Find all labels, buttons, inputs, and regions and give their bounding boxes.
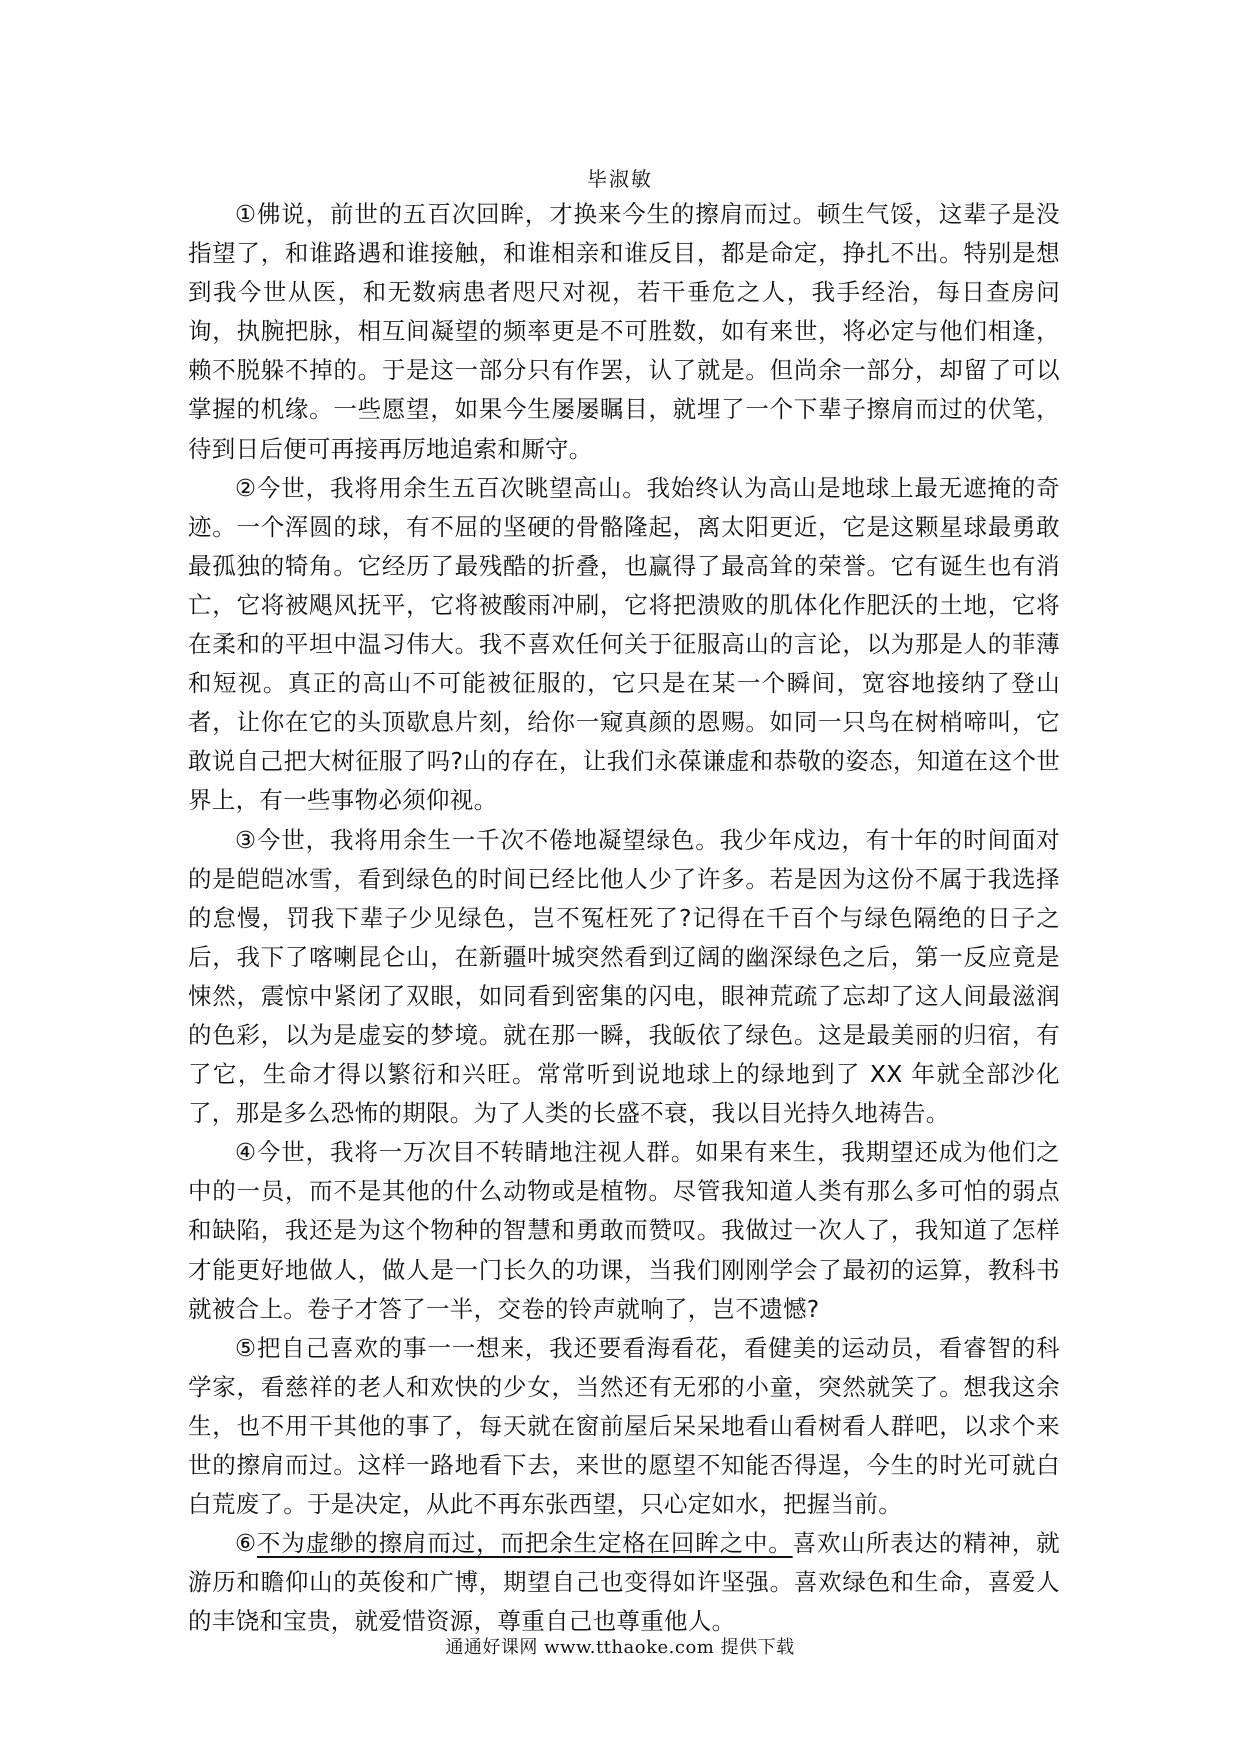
author-name: 毕淑敏 [587,167,653,191]
paragraph-6-underlined-sentence: 不为虚缈的擦肩而过，而把余生定格在回眸之中。 [256,1529,793,1558]
paragraph-3: ③今世，我将用余生一千次不倦地凝望绿色。我少年戍边，有十年的时间面对的是皑皑冰雪，看到绿色的时间已经比他人少了许多。若是因为这份不属于我选择的怠慢，罚我下辈子少见绿色，岂不冤枉死了?记得在千百个与绿色隔绝的日子之后，我下了喀喇昆仑山，在新疆叶城突然看到辽阔的幽深绿色之后，第一反应竟是悚然，震惊中紧闭了双眼，如同看到密集的闪电，眼神荒疏了忘却了这人间最滋润的色彩，以为是虚妄的梦境。就在那一瞬，我皈依了绿色。这是最美丽的归宿，有了它，生命才得以繁衍和兴旺。常常听到说地球上的绿地到了 XX 年就全部沙化了，那是多么恐怖的期限。为了人类的长盛不衰，我以目光持久地祷告。 [188,825,1060,1128]
paragraph-6 [188,1524,1060,1641]
footer-credit: 通通好课网 www.tthaoke.com 提供下载 [445,1637,795,1658]
paragraph-4: ④今世，我将一万次目不转睛地注视人群。如果有来生，我期望还成为他们之中的一员，而不是其他的什么动物或是植物。尽管我知道人类有那么多可怕的弱点和缺陷，我还是为这个物种的智慧和勇敢而赞叹。我做过一次人了，我知道了怎样才能更好地做人，做人是一门长久的功课，当我们刚刚学会了最初的运算，教科书就被合上。卷子才答了一半，交卷的铃声就响了，岂不遗憾? [188,1138,1060,1323]
paragraph-5: ⑤把自己喜欢的事一一想来，我还要看海看花，看健美的运动员，看睿智的科学家，看慈祥的老人和欢快的少女，当然还有无邪的小童，突然就笑了。想我这余生，也不用干其他的事了，每天就在窗前屋后呆呆地看山看树看人群吧，以求个来世的擦肩而过。这样一路地看下去，来世的愿望不知能否得逞，今生的时光可就白白荒废了。于是决定，从此不再东张西望，只心定如水，把握当前。 [188,1333,1060,1519]
article-body [188,195,1060,1641]
paragraph-6-number: ⑥ [235,1529,257,1558]
paragraph-6-rest: 喜欢山所表达的精神，就游历和瞻仰山的英俊和广博，期望自己也变得如许坚强。喜欢绿色和生命，喜爱人的丰饶和宝贵，就爱惜资源，尊重自己也尊重他人。 [188,1529,1060,1636]
paragraph-1: ①佛说，前世的五百次回眸，才换来今生的擦肩而过。顿生气馁，这辈子是没指望了，和谁路遇和谁接触，和谁相亲和谁反目，都是命定，挣扎不出。特别是想到我今世从医，和无数病患者咫尺对视，若干垂危之人，我手经治，每日查房问询，执腕把脉，相互间凝望的频率更是不可胜数，如有来世，将必定与他们相逢，赖不脱躲不掉的。于是这一部分只有作罢，认了就是。但尚余一部分，却留了可以掌握的机缘。一些愿望，如果今生屡屡瞩目，就埋了一个下辈子擦肩而过的伏笔，待到日后便可再接再厉地追索和厮守。 [188,200,1060,463]
paragraph-2: ②今世，我将用余生五百次眺望高山。我始终认为高山是地球上最无遮掩的奇迹。一个浑圆的球，有不屈的坚硬的骨骼隆起，离太阳更近，它是这颗星球最勇敢最孤独的犄角。它经历了最残酷的折叠，也赢得了最高耸的荣誉。它有诞生也有消亡，它将被飓风抚平，它将被酸雨冲刷，它将把溃败的肌体化作肥沃的土地，它将在柔和的平坦中温习伟大。我不喜欢任何关于征服高山的言论，以为那是人的菲薄和短视。真正的高山不可能被征服的，它只是在某一个瞬间，宽容地接纳了登山者，让你在它的头顶歇息片刻，给你一窥真颜的恩赐。如同一只鸟在树梢啼叫，它敢说自己把大树征服了吗?山的存在，让我们永葆谦虚和恭敬的姿态，知道在这个世界上，有一些事物必须仰视。 [188,473,1060,815]
